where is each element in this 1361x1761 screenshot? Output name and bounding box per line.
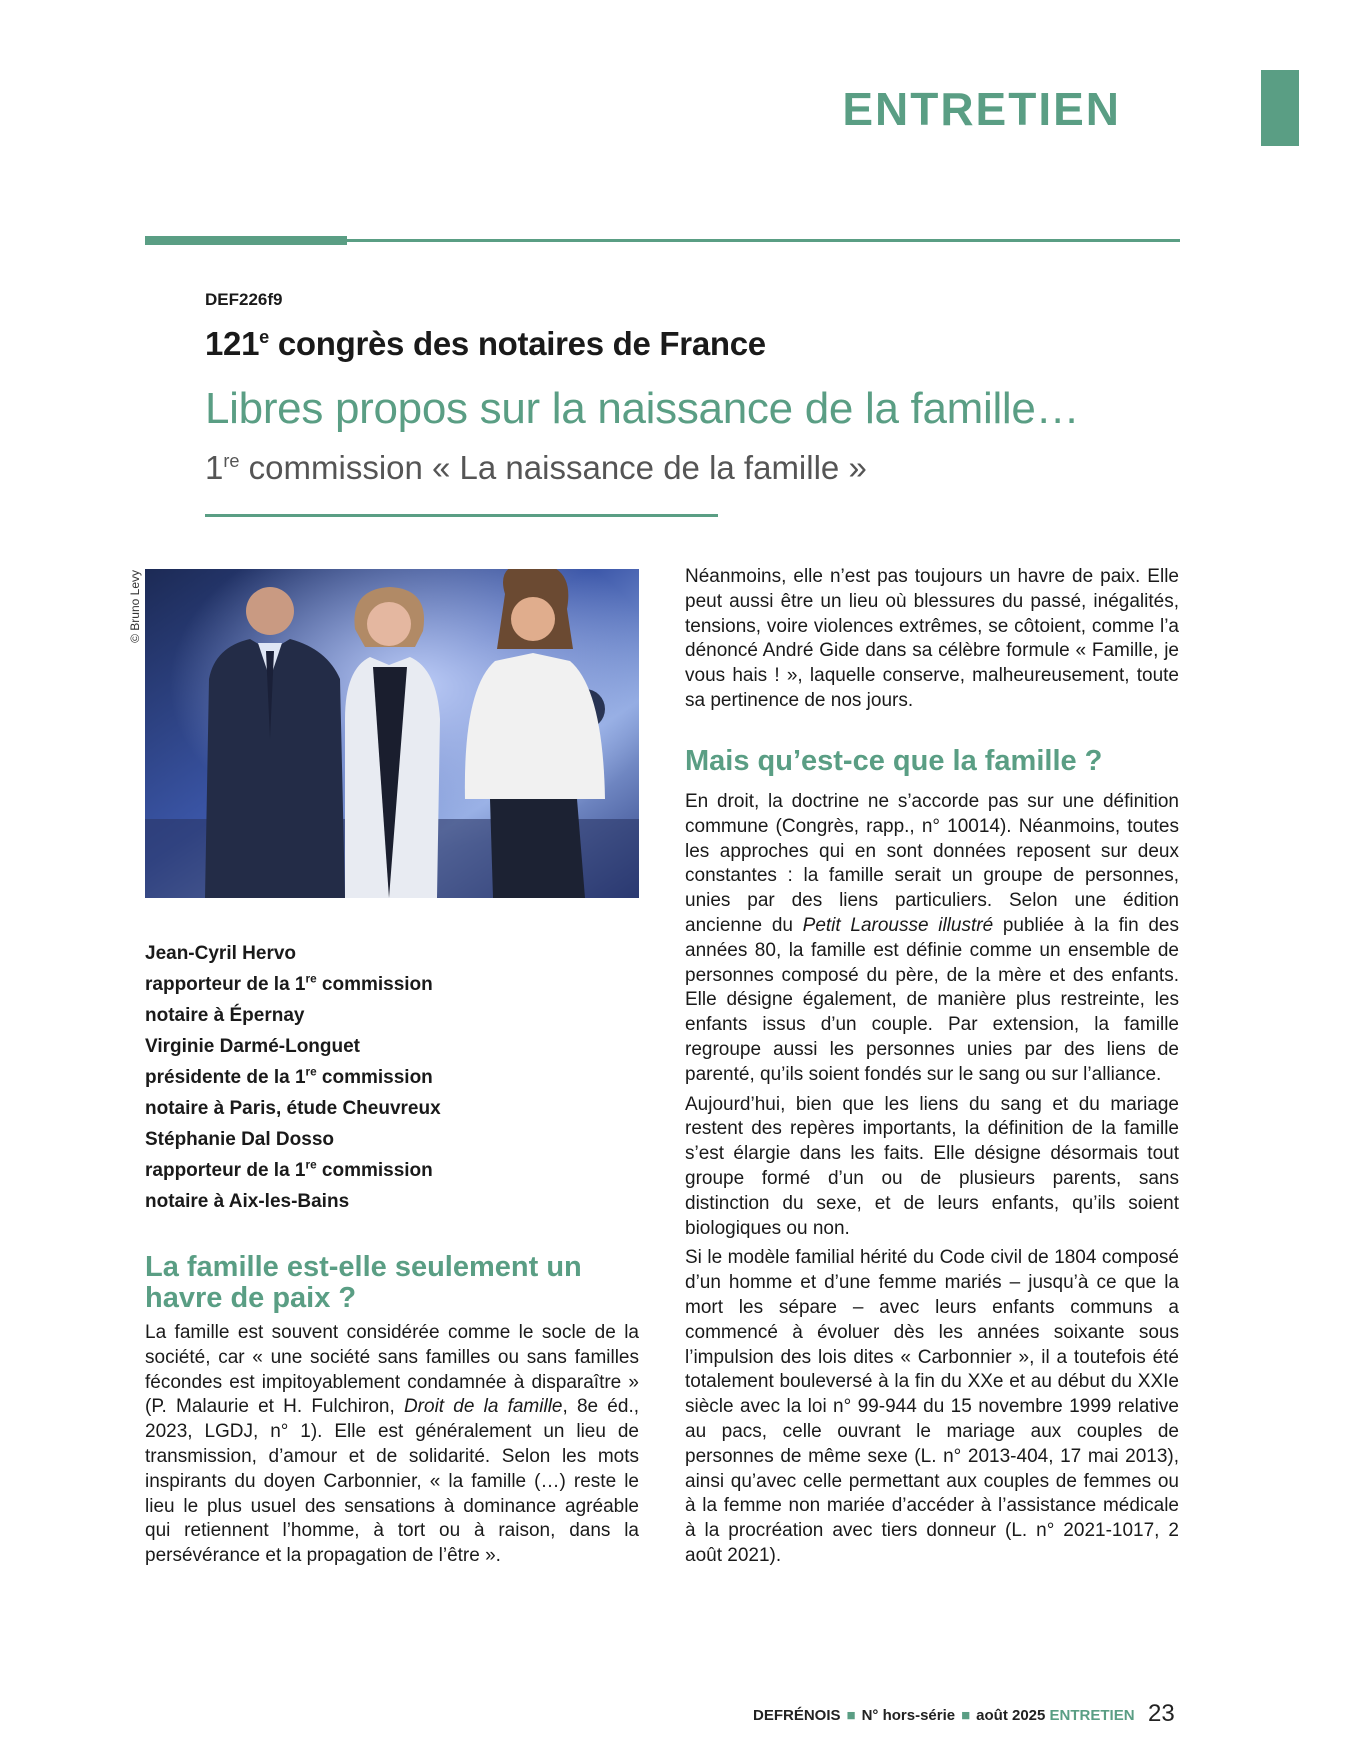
paragraph: Si le modèle familial hérité du Code civil de 1804 composé d’un homme et d’une femme mariés – jusqu’à ce que la mort les sépare – avec leurs enfants communs a commencé à évoluer dès les années soixante sous l’impulsion des lois dites « Carbonnier », il a toutefois été totalement bouleversé à la fin du XXe et au début du XXIe siècle avec la loi n° 99-944 du 15 novembre 1999 relative au pacs, celle ouvrant le mariage aux couples de personnes de même sexe (L. n° 2013-404, 17 mai 2013), ainsi qu’avec celle permettant aux couples de femmes ou à la femme non mariée d’accéder à l’assistance médicale à la procréation avec tiers donneur (L. n° 2021-1017, 2 août 2021).	[685, 1247, 1179, 1566]
section-accent-bar	[1261, 70, 1299, 146]
article-headline: Libres propos sur la naissance de la famille…	[205, 384, 1080, 433]
author-name: Stéphanie Dal Dosso	[145, 1129, 334, 1150]
footer-issue: N° hors-série	[861, 1707, 956, 1724]
author-name: Virginie Darmé-Longuet	[145, 1036, 361, 1057]
subtitle-rule	[205, 514, 718, 517]
page-number: 23	[1148, 1700, 1175, 1727]
photo-credit: © Bruno Levy	[128, 570, 142, 643]
author-office: notaire à Paris, étude Cheuvreux	[145, 1098, 441, 1119]
paragraph: Néanmoins, elle n’est pas toujours un havre de paix. Elle peut aussi être un lieu où blessures du passé, inégalités, tensions, voire violences extrêmes, se côtoient, comme l’a dénoncé André Gide dans sa célèbre formule « Famille, je vous hais ! », laquelle conserve, malheureusement, toute sa pertinence de nos jours.	[685, 566, 1179, 711]
authors-photo-illustration	[145, 569, 639, 898]
author-office: notaire à Aix-les-Bains	[145, 1191, 350, 1212]
section-label: ENTRETIEN	[842, 83, 1121, 135]
article-reference: DEF226f9	[205, 290, 283, 309]
left-column-body	[145, 1321, 639, 1574]
author-role: présidente de la 1re commission	[145, 1065, 433, 1088]
footer-date: août 2025	[976, 1707, 1046, 1724]
footer-journal: DEFRÉNOIS	[753, 1707, 841, 1724]
authors-photo	[145, 569, 639, 898]
article-kicker: 121e congrès des notaires de France	[205, 325, 766, 362]
author-role: rapporteur de la 1re commission	[145, 1158, 433, 1181]
authors-list	[145, 938, 441, 1217]
section-heading-famille: Mais qu’est-ce que la famille ?	[685, 745, 1103, 777]
paragraph: La famille est souvent considérée comme le socle de la société, car « une société sans familles ou sans familles fécondes est impitoyablement condamnée à disparaître » (P. Malaurie et H. Fulchiron, Droit de la famille, 8e éd., 2023, LGDJ, n° 1). Elle est généralement un lieu de transmission, d’amour et de solidarité. Selon les mots inspirants du doyen Carbonnier, « la famille (…) reste le lieu le plus usuel des sensations à dominance agréable qui retiennent l’homme, à tort ou à raison, dans la persévérance et la propagation de l’être ».	[145, 1322, 639, 1567]
section-heading-havre: La famille est-elle seulement un havre de paix ?	[145, 1251, 582, 1314]
paragraph: En droit, la doctrine ne s’accorde pas sur une définition commune (Congrès, rapp., n° 10014). Néanmoins, toutes les approches qui en sont données reposent sur deux constantes : la famille serait un groupe de personnes, unies par des liens particuliers. Selon une édition ancienne du Petit Larousse illustré publiée à la fin des années 80, la famille est définie comme un ensemble de personnes composé du père, de la mère et des enfants. Elle désigne également, de manière plus restreinte, les enfants issus d’un couple. Par extension, la famille regroupe aussi les personnes unies par des liens de parenté, qu’ils soient fondés sur le sang ou sur l’alliance.	[685, 791, 1179, 1085]
right-column-intro	[685, 565, 1179, 719]
author-role: rapporteur de la 1re commission	[145, 972, 433, 995]
author-office: notaire à Épernay	[145, 1005, 305, 1026]
article-subtitle: 1re commission « La naissance de la famille »	[205, 449, 867, 486]
right-column-body	[685, 790, 1179, 1574]
paragraph: Aujourd’hui, bien que les liens du sang et du mariage restent des repères importants, la définition de la famille s’est élargie dans les faits. Elle désigne désormais tout groupe formé d’un ou de plusieurs parents, sans distinction du sexe, et de leurs enfants, qu’ils soient biologiques ou non.	[685, 1093, 1179, 1239]
footer-rubric: ENTRETIEN	[1049, 1707, 1135, 1724]
author-name: Jean-Cyril Hervo	[145, 943, 297, 964]
header-rule-accent	[145, 236, 347, 245]
page-footer: DEFRÉNOIS ■ N° hors-série ■ août 2025 ENTRETIEN	[753, 1707, 1135, 1724]
